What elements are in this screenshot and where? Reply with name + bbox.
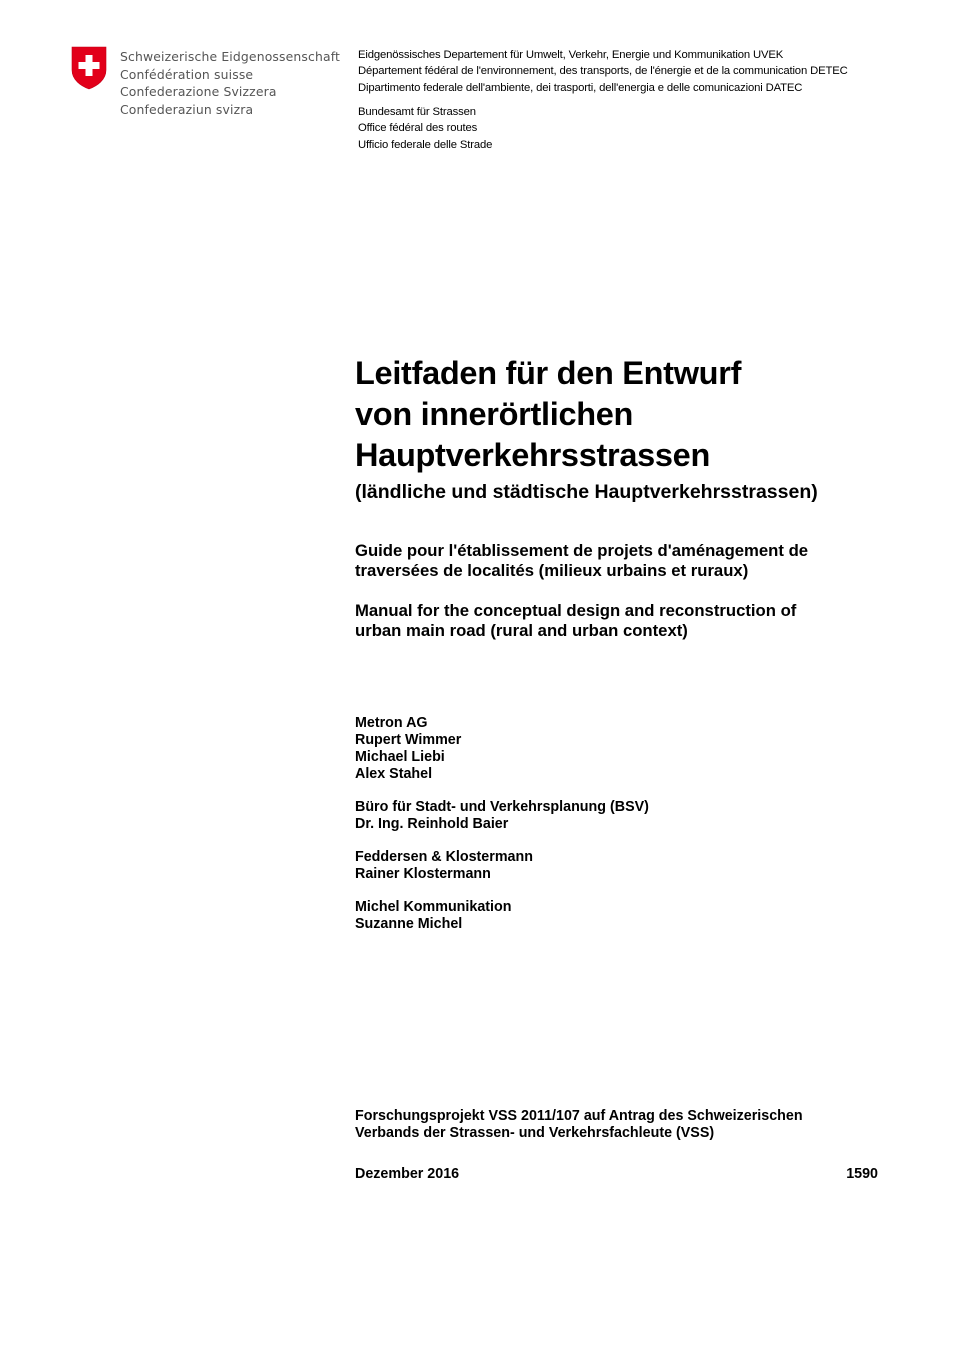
authors-list [355, 715, 649, 949]
office-it: Ufficio federale delle Strade [358, 138, 493, 151]
research-project-line: Verbands der Strassen- und Verkehrsfachleute (VSS) [355, 1125, 715, 1141]
author-name: Rupert Wimmer [355, 732, 462, 748]
document-title [355, 353, 741, 476]
english-title-line: urban main road (rural and urban context) [355, 621, 688, 640]
swiss-coat-of-arms-icon [71, 46, 107, 90]
confederation-de: Schweizerische Eidgenossenschaft [120, 49, 341, 64]
french-title-line: Guide pour l'établissement de projets d'aménagement de [355, 541, 809, 560]
department-it: Dipartimento federale dell'ambiente, dei trasporti, dell'energia e delle comunicazioni DATEC [358, 81, 803, 94]
office-fr: Office fédéral des routes [358, 122, 478, 135]
author-group-metron [355, 715, 649, 783]
document-subtitle: (ländliche und städtische Hauptverkehrsstrassen) [355, 481, 818, 503]
publication-date: Dezember 2016 [355, 1166, 460, 1182]
office-names [358, 104, 492, 153]
english-title-line: Manual for the conceptual design and reconstruction of [355, 601, 797, 620]
title-line: Hauptverkehrsstrassen [355, 437, 710, 473]
cross-horizontal [79, 62, 100, 69]
department-fr: Département fédéral de l'environnement, des transports, de l'énergie et de la communication DETEC [358, 65, 848, 78]
author-organization: Michel Kommunikation [355, 899, 512, 915]
author-name: Dr. Ing. Reinhold Baier [355, 816, 509, 832]
french-title-line: traversées de localités (milieux urbains et ruraux) [355, 561, 749, 580]
research-project-line: Forschungsprojekt VSS 2011/107 auf Antrag des Schweizerischen [355, 1108, 803, 1124]
department-de: Eidgenössisches Departement für Umwelt, Verkehr, Energie und Kommunikation UVEK [358, 49, 784, 61]
confederation-it: Confederazione Svizzera [120, 84, 277, 100]
author-name: Rainer Klostermann [355, 866, 491, 882]
author-organization: Feddersen & Klostermann [355, 849, 533, 865]
english-title [355, 601, 796, 641]
author-group-michel [355, 899, 649, 933]
author-group-bsv [355, 799, 649, 833]
title-line: von innerörtlichen [355, 396, 634, 432]
office-de: Bundesamt für Strassen [358, 106, 476, 118]
author-group-feddersen [355, 849, 649, 883]
report-number: 1590 [846, 1166, 878, 1182]
confederation-fr: Confédération suisse [120, 66, 254, 82]
author-organization: Metron AG [355, 715, 428, 731]
title-line: Leitfaden für den Entwurf [355, 355, 742, 391]
french-title [355, 541, 808, 581]
author-name: Suzanne Michel [355, 916, 463, 932]
research-project [355, 1108, 803, 1142]
author-name: Michael Liebi [355, 749, 445, 765]
confederation-rm: Confederaziun svizra [120, 102, 254, 118]
department-names [358, 47, 848, 96]
author-name: Alex Stahel [355, 766, 433, 782]
author-organization: Büro für Stadt- und Verkehrsplanung (BSV) [355, 799, 649, 815]
confederation-names [120, 48, 340, 119]
